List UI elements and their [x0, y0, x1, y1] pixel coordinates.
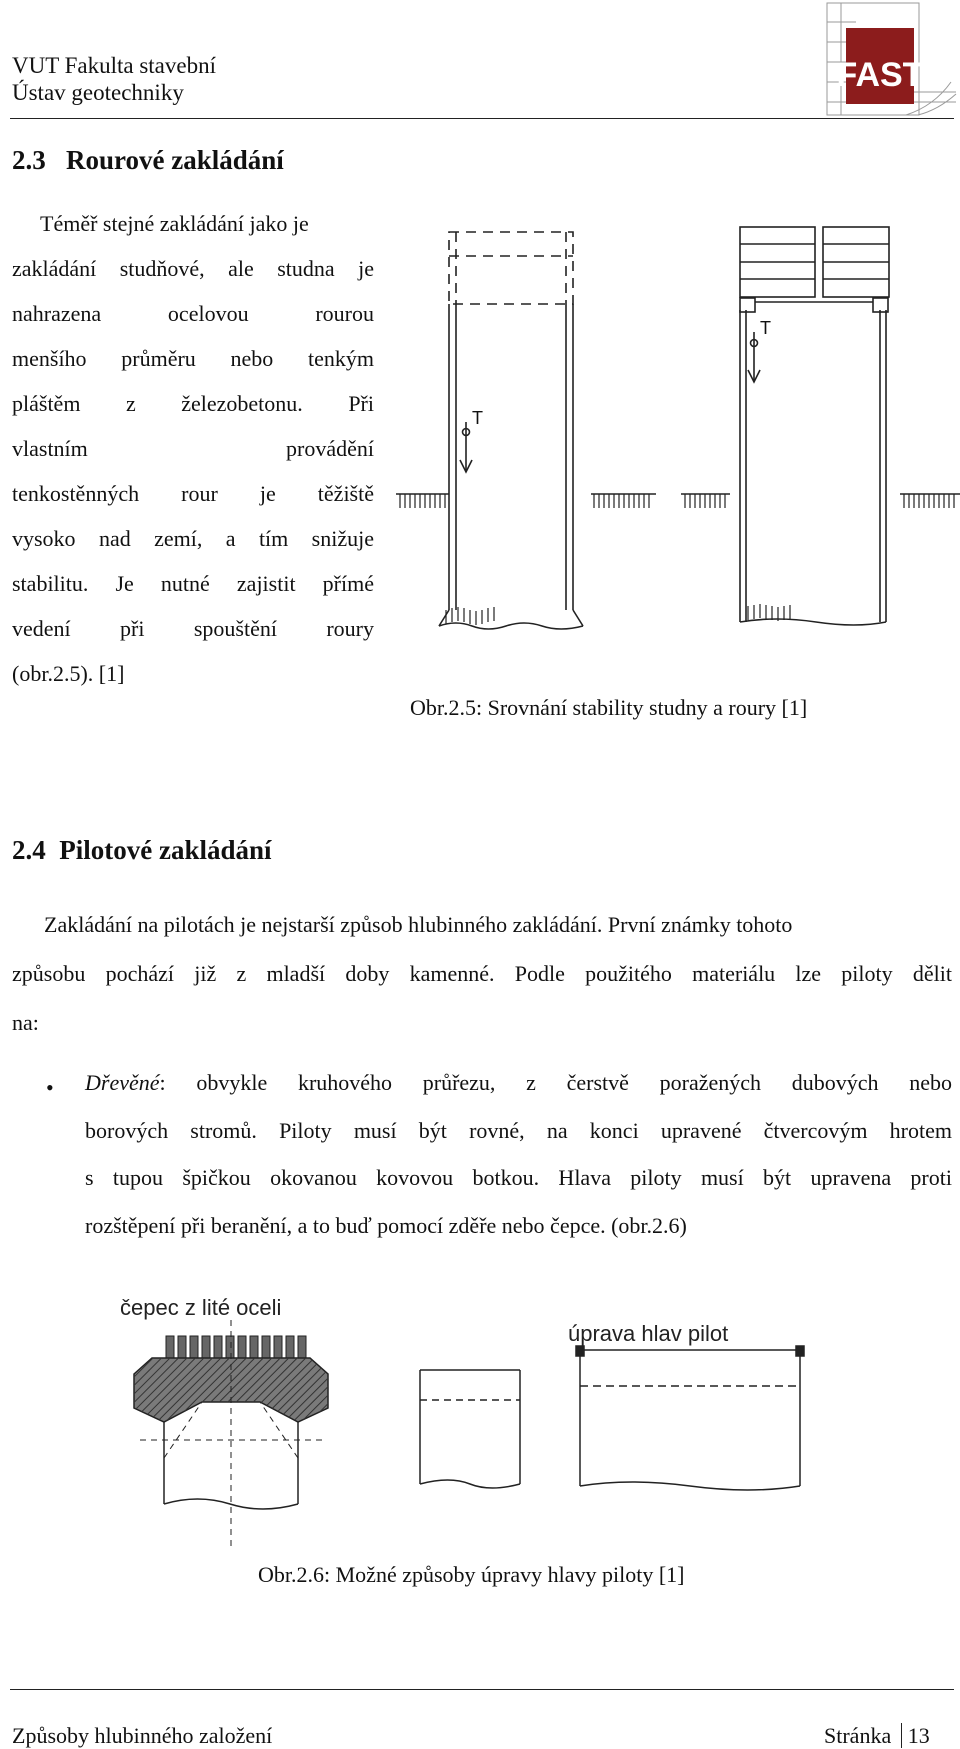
bullet-line: borových stromů. Piloty musí být rovné, na konci upravené čtvercovým hrotem — [85, 1117, 952, 1143]
paragraph-line: zakládání studňové, ale studna je — [12, 256, 374, 281]
figure-2-6-caption: Obr.2.6: Možné způsoby úpravy hlavy piloty [1] — [258, 1562, 685, 1587]
header-line-2: Ústav geotechniky — [12, 80, 184, 105]
figure-label-t1: T — [472, 408, 483, 428]
logo-text: FAST — [836, 56, 924, 94]
bullet-line: rozštěpení při beranění, a to buď pomocí zděře nebo čepce. (obr.2.6) — [85, 1212, 687, 1238]
footer-page — [824, 1723, 930, 1749]
intro-line: Zakládání na pilotách je nejstarší způsob hlubinného zakládání. První známky tohoto — [44, 912, 793, 937]
bullet-line — [85, 1059, 952, 1107]
section-number: 2.3 — [12, 145, 46, 175]
figure-label-cap: čepec z lité oceli — [120, 1295, 282, 1320]
header-institution — [12, 52, 216, 106]
figure-label-head: úprava hlav pilot — [568, 1321, 729, 1346]
figure-2-5 — [396, 222, 960, 677]
footer-title: Způsoby hlubinného založení — [12, 1723, 273, 1748]
steel-cap-drawing — [134, 1320, 328, 1548]
header-rule — [10, 118, 954, 119]
pile-head-drawing — [576, 1346, 804, 1490]
section-2-4-intro — [12, 900, 952, 1047]
paragraph-line: pláštěm z železobetonu. Při — [12, 391, 374, 416]
bullet-text: : obvykle kruhového průřezu, z čerstvě poražených dubových nebo — [159, 1070, 952, 1095]
footer-page-number: 13 — [901, 1723, 930, 1748]
section-title: Rourové zakládání — [66, 145, 284, 175]
section-2-3-heading — [12, 145, 284, 176]
figure-label-t2: T — [760, 318, 771, 338]
bullet-line: s tupou špičkou okovanou kovovou botkou. Hlava piloty musí být upravena proti — [85, 1165, 952, 1190]
footer-page-label: Stránka — [824, 1723, 892, 1748]
paragraph-line: nahrazena ocelovou rourou — [12, 301, 374, 326]
section-2-3-paragraph — [12, 201, 374, 696]
section-number: 2.4 — [12, 835, 46, 865]
paragraph-line: menšího průměru nebo tenkým — [12, 346, 374, 371]
ground-hatch — [400, 494, 954, 625]
paragraph-line: vysoko nad zemí, a tím snižuje — [12, 526, 374, 551]
figure-2-6 — [110, 1290, 910, 1560]
bullet-term: Dřevěné — [85, 1070, 160, 1095]
paragraph-line: vlastním provádění — [12, 436, 374, 461]
intro-line: způsobu pochází již z mladší doby kamenné. Podle použitého materiálu lze piloty dělit — [12, 961, 952, 986]
section-2-4-heading — [12, 835, 272, 866]
fast-logo — [826, 2, 958, 118]
footer-rule — [10, 1689, 954, 1690]
paragraph-line: (obr.2.5). [1] — [12, 661, 125, 686]
paragraph-line: tenkostěnných rour je těžiště — [12, 481, 374, 506]
intro-line: na: — [12, 1010, 39, 1035]
header-line-1: VUT Fakulta stavební — [12, 53, 216, 78]
paragraph-line: Téměř stejné zakládání jako je — [40, 211, 309, 236]
bullet-list-item — [85, 1059, 952, 1249]
bullet-icon: • — [46, 1075, 54, 1100]
figure-2-5-caption: Obr.2.5: Srovnání stability studny a roury [1] — [410, 695, 808, 720]
section-title: Pilotové zakládání — [59, 835, 272, 865]
paragraph-line: vedení při spouštění roury — [12, 616, 374, 641]
paragraph-line: stabilitu. Je nutné zajistit přímé — [12, 571, 374, 596]
